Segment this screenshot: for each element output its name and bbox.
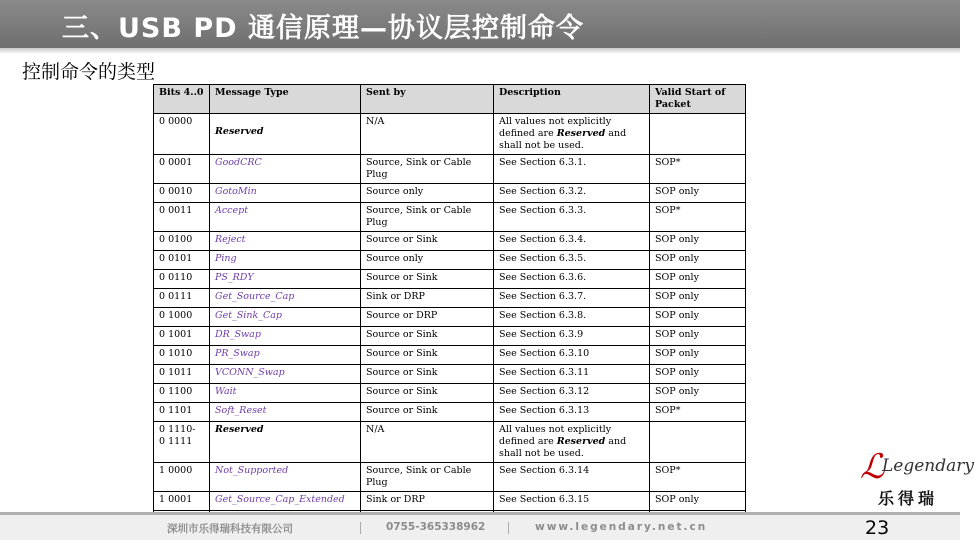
table-row <box>154 270 746 289</box>
table-row <box>154 403 746 422</box>
message-type-cell[interactable]: Reject <box>210 232 361 251</box>
message-type-cell: Reserved <box>210 114 361 155</box>
message-type-cell[interactable]: Soft_Reset <box>210 403 361 422</box>
bits-cell: 1 0000 <box>154 463 210 492</box>
description-cell: See Section 6.3.8. <box>494 308 650 327</box>
title-shadow <box>0 48 960 54</box>
footer-website[interactable]: www.legendary.net.cn <box>535 521 708 533</box>
message-type-cell[interactable]: PS_RDY <box>210 270 361 289</box>
sop-cell: SOP* <box>650 203 746 232</box>
bits-cell: 0 0101 <box>154 251 210 270</box>
bits-cell: 0 0100 <box>154 232 210 251</box>
description-cell: See Section 6.3.5. <box>494 251 650 270</box>
page-number: 23 <box>865 517 890 539</box>
sop-cell: SOP* <box>650 155 746 184</box>
sop-cell: SOP only <box>650 365 746 384</box>
sop-cell: SOP only <box>650 184 746 203</box>
footer-separator <box>360 522 361 534</box>
table-row <box>154 251 746 270</box>
description-cell: See Section 6.3.7. <box>494 289 650 308</box>
description-cell: See Section 6.3.4. <box>494 232 650 251</box>
bits-cell: 0 1000 <box>154 308 210 327</box>
footer-phone: 0755-365338962 <box>386 521 486 533</box>
logo-chinese-text: 乐得瑞 <box>878 489 939 508</box>
table-header-row <box>154 85 746 114</box>
sop-cell <box>650 114 746 155</box>
sent-by-cell: Source or DRP <box>361 308 494 327</box>
message-type-cell[interactable]: Ping <box>210 251 361 270</box>
message-type-cell[interactable]: GotoMin <box>210 184 361 203</box>
table-row <box>154 114 746 155</box>
header-description: Description <box>494 85 650 114</box>
table-row <box>154 155 746 184</box>
sent-by-cell: Source or Sink <box>361 270 494 289</box>
sent-by-cell: Source, Sink or Cable Plug <box>361 203 494 232</box>
bits-cell: 0 1010 <box>154 346 210 365</box>
footer-separator <box>508 522 509 534</box>
sent-by-cell: Source or Sink <box>361 403 494 422</box>
sent-by-cell: Source, Sink or Cable Plug <box>361 463 494 492</box>
table-row <box>154 203 746 232</box>
bits-cell: 0 0011 <box>154 203 210 232</box>
description-cell: See Section 6.3.11 <box>494 365 650 384</box>
sop-cell: SOP* <box>650 463 746 492</box>
description-cell: See Section 6.3.12 <box>494 384 650 403</box>
sent-by-cell: Sink or DRP <box>361 492 494 511</box>
sent-by-cell: Source or Sink <box>361 365 494 384</box>
description-cell: See Section 6.3.2. <box>494 184 650 203</box>
message-type-cell[interactable]: Get_Source_Cap <box>210 289 361 308</box>
table-row <box>154 232 746 251</box>
message-type-cell[interactable]: Not_Supported <box>210 463 361 492</box>
sop-cell: SOP only <box>650 346 746 365</box>
header-sent-by: Sent by <box>361 85 494 114</box>
footer-company: 深圳市乐得瑞科技有限公司 <box>167 523 293 535</box>
sop-cell: SOP only <box>650 308 746 327</box>
bits-cell: 0 1001 <box>154 327 210 346</box>
table-row <box>154 346 746 365</box>
message-type-cell[interactable]: Wait <box>210 384 361 403</box>
sop-cell: SOP only <box>650 289 746 308</box>
description-cell: All values not explicitly defined are Reserved and shall not be used. <box>494 422 650 463</box>
message-type-cell[interactable]: GoodCRC <box>210 155 361 184</box>
description-cell: See Section 6.3.14 <box>494 463 650 492</box>
bits-cell: 1 0001 <box>154 492 210 511</box>
table-row <box>154 327 746 346</box>
bits-cell: 0 1110- 0 1111 <box>154 422 210 463</box>
sent-by-cell: Source, Sink or Cable Plug <box>361 155 494 184</box>
sop-cell: SOP only <box>650 327 746 346</box>
description-cell: All values not explicitly defined are Reserved and shall not be used. <box>494 114 650 155</box>
sop-cell: SOP only <box>650 270 746 289</box>
message-type-cell[interactable]: Accept <box>210 203 361 232</box>
slide-title: 三、USB PD 通信原理—协议层控制命令 <box>62 13 584 44</box>
logo-script-text: Legendary <box>882 456 974 476</box>
table-row <box>154 492 746 511</box>
message-type-cell[interactable]: Get_Source_Cap_Extended <box>210 492 361 511</box>
description-cell: See Section 6.3.15 <box>494 492 650 511</box>
description-cell: See Section 6.3.3. <box>494 203 650 232</box>
bits-cell: 0 1101 <box>154 403 210 422</box>
footer-bar <box>0 515 960 540</box>
sent-by-cell: Source or Sink <box>361 232 494 251</box>
table-row <box>154 422 746 463</box>
sent-by-cell: Source only <box>361 251 494 270</box>
sent-by-cell: Source or Sink <box>361 346 494 365</box>
sent-by-cell: Source or Sink <box>361 327 494 346</box>
description-cell: See Section 6.3.9 <box>494 327 650 346</box>
bits-cell: 0 0110 <box>154 270 210 289</box>
description-cell: See Section 6.3.6. <box>494 270 650 289</box>
description-cell: See Section 6.3.13 <box>494 403 650 422</box>
message-type-cell[interactable]: Get_Sink_Cap <box>210 308 361 327</box>
sent-by-cell: Sink or DRP <box>361 289 494 308</box>
table-row <box>154 308 746 327</box>
logo-swoosh-icon: ℒ <box>860 447 885 487</box>
sent-by-cell: Source or Sink <box>361 384 494 403</box>
sent-by-cell: N/A <box>361 114 494 155</box>
bits-cell: 0 0001 <box>154 155 210 184</box>
description-cell: See Section 6.3.1. <box>494 155 650 184</box>
sop-cell: SOP only <box>650 384 746 403</box>
bits-cell: 0 1011 <box>154 365 210 384</box>
message-type-cell[interactable]: PR_Swap <box>210 346 361 365</box>
table-row <box>154 384 746 403</box>
bits-cell: 0 0111 <box>154 289 210 308</box>
sent-by-cell: Source only <box>361 184 494 203</box>
table-row <box>154 365 746 384</box>
header-valid-start: Valid Start of Packet <box>650 85 746 114</box>
title-bar <box>0 0 960 48</box>
sent-by-cell: N/A <box>361 422 494 463</box>
bits-cell: 0 1100 <box>154 384 210 403</box>
control-message-table <box>153 84 746 530</box>
header-bits: Bits 4..0 <box>154 85 210 114</box>
table-row <box>154 184 746 203</box>
bits-cell: 0 0000 <box>154 114 210 155</box>
sop-cell <box>650 422 746 463</box>
sop-cell: SOP only <box>650 251 746 270</box>
sop-cell: SOP* <box>650 403 746 422</box>
header-message-type: Message Type <box>210 85 361 114</box>
table-row <box>154 289 746 308</box>
message-type-cell: Reserved <box>210 422 361 463</box>
sop-cell: SOP only <box>650 232 746 251</box>
slide-subtitle: 控制命令的类型 <box>22 61 156 83</box>
message-type-cell[interactable]: VCONN_Swap <box>210 365 361 384</box>
table-row <box>154 463 746 492</box>
bits-cell: 0 0010 <box>154 184 210 203</box>
description-cell: See Section 6.3.10 <box>494 346 650 365</box>
company-logo <box>860 447 974 510</box>
sop-cell: SOP only <box>650 492 746 511</box>
message-type-cell[interactable]: DR_Swap <box>210 327 361 346</box>
